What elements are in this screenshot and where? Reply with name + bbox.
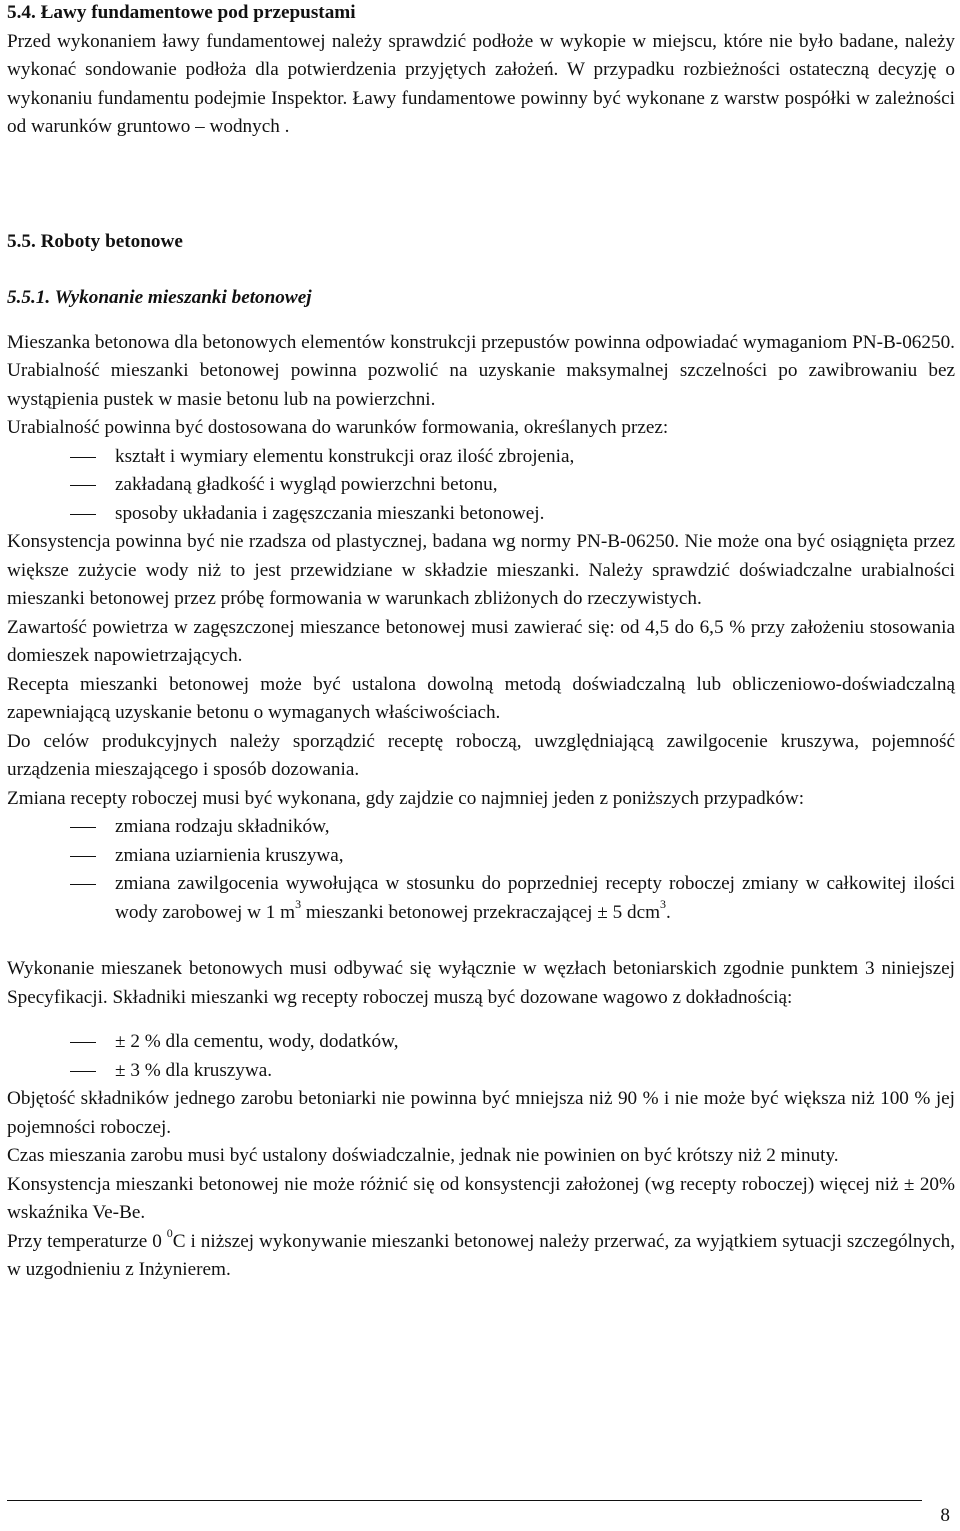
- spacer: [7, 927, 955, 955]
- list-item: zmiana uziarnienia kruszywa,: [7, 842, 955, 871]
- section-heading: 5.4. Ławy fundamentowe pod przepustami: [7, 2, 356, 23]
- dash-list: [7, 813, 955, 927]
- page-number: 8: [940, 1505, 950, 1526]
- spacer: [7, 1012, 955, 1028]
- paragraph: Objętość składników jednego zarobu betoniarki nie powinna być mniejsza niż 90 % i nie może być większa niż 100 % jej pojemności roboczej.: [7, 1088, 955, 1138]
- dash-bullet-icon: [70, 514, 96, 515]
- section-heading: 5.5. Roboty betonowe: [7, 230, 183, 252]
- spacer: [7, 142, 955, 228]
- list-item: zakładaną gładkość i wygląd powierzchni betonu,: [7, 471, 955, 500]
- paragraph: Do celów produkcyjnych należy sporządzić receptę roboczą, uwzględniającą zawilgocenie kruszywa, pojemność urządzenia mieszającego i sposób dozowania.: [7, 730, 955, 780]
- list-item: kształt i wymiary elementu konstrukcji oraz ilość zbrojenia,: [7, 443, 955, 472]
- paragraph: Zmiana recepty roboczej musi być wykonana, gdy zajdzie co najmniej jeden z poniższych przypadków:: [7, 787, 805, 809]
- dash-bullet-icon: [70, 485, 96, 486]
- list-item: zmiana zawilgocenia wywołująca w stosunku do poprzedniej recepty roboczej zmiany w całkowitej ilości wody zarobowej w 1 $m^3$ mieszanki betonowej przekraczającej ± 5 dcm$^3$.: [7, 870, 955, 927]
- dash-list: [7, 443, 955, 529]
- list-item: sposoby układania i zagęszczania mieszanki betonowej.: [7, 500, 955, 529]
- paragraph: Urabialność powinna być dostosowana do warunków formowania, określanych przez:: [7, 417, 669, 438]
- spacer: [7, 313, 955, 329]
- list-item: ± 3 % dla kruszywa.: [7, 1057, 955, 1086]
- paragraph: Konsystencja powinna być nie rzadsza od plastycznej, badana wg normy PN-B-06250. Nie może ona być osiągnięta przez większe zużycie wody niż to jest przewidziane w składzie mieszanki. Należy sprawdzić doświadczalne urabialności mieszanki betonowej przez próbę formowania w warunkach zbliżonych do rzeczywistych.: [7, 531, 955, 609]
- list-item: zmiana rodzaju składników,: [7, 813, 955, 842]
- dash-bullet-icon: [70, 856, 96, 857]
- paragraph: Recepta mieszanki betonowej może być ustalona dowolną metodą doświadczalną lub obliczeniowo-doświadczalną zapewniającą uzyskanie betonu o wymaganych właściwościach.: [7, 673, 955, 723]
- spacer: [7, 256, 955, 284]
- paragraph: Przy temperaturze 0 $^0$C i niższej wykonywanie mieszanki betonowej należy przerwać, za wyjątkiem sytuacji szczególnych, w uzgodnieniu z Inżynierem.: [7, 1226, 955, 1280]
- dash-list: [7, 1028, 955, 1085]
- list-item: ± 2 % dla cementu, wody, dodatków,: [7, 1028, 955, 1057]
- paragraph: Urabialność mieszanki betonowej powinna pozwolić na uzyskanie maksymalnej szczelności po zawibrowaniu bez wystąpienia pustek w masie betonu lub na powierzchni.: [7, 360, 955, 410]
- dash-bullet-icon: [70, 1042, 96, 1043]
- subsection-heading: 5.5.1. Wykonanie mieszanki betonowej: [7, 287, 312, 308]
- paragraph: Wykonanie mieszanek betonowych musi odbywać się wyłącznie w węzłach betoniarskich zgodnie punktem 3 niniejszej Specyfikacji. Składniki mieszanki wg recepty roboczej muszą być dozowane wagowo z dokładnością:: [7, 958, 955, 1008]
- paragraph: Mieszanka betonowa dla betonowych elementów konstrukcji przepustów powinna odpowiadać wymaganiom PN-B-06250.: [7, 331, 955, 353]
- dash-bullet-icon: [70, 827, 96, 828]
- dash-bullet-icon: [70, 884, 96, 885]
- dash-bullet-icon: [70, 1071, 96, 1072]
- paragraph: Przed wykonaniem ławy fundamentowej należy sprawdzić podłoże w wykopie w miejscu, które nie było badane, należy wykonać sondowanie podłoża dla potwierdzenia przyjętych założeń. W przypadku rozbieżności ostateczną decyzję o wykonaniu fundamentu podejmie Inspektor. Ławy fundamentowe powinny być wykonane z warstw pospółki w zależności od warunków gruntowo – wodnych .: [7, 30, 955, 137]
- paragraph: Konsystencja mieszanki betonowej nie może różnić się od konsystencji założonej (wg recepty roboczej) więcej niż ± 20% wskaźnika Ve-Be.: [7, 1173, 955, 1223]
- dash-bullet-icon: [70, 457, 96, 458]
- paragraph: Czas mieszania zarobu musi być ustalony doświadczalnie, jednak nie powinien on być krótszy niż 2 minuty.: [7, 1145, 839, 1166]
- paragraph: Zawartość powietrza w zagęszczonej mieszance betonowej musi zawierać się: od 4,5 do 6,5 % przy założeniu stosowania domieszek napowietrzających.: [7, 616, 955, 666]
- footer-divider: [7, 1500, 922, 1501]
- document-body: [7, 0, 955, 1285]
